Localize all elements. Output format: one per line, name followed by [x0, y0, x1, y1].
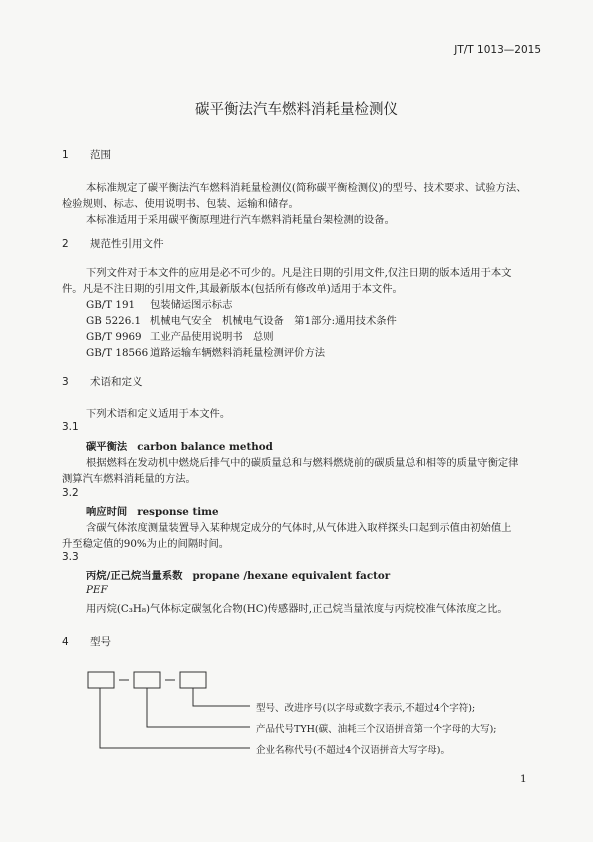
- term-abbreviation: PEF: [86, 584, 108, 596]
- definition-line: 根据燃料在发动机中燃烧后排气中的碳质量总和与燃料燃烧前的碳质量总和相等的质量守衡定律: [86, 457, 519, 469]
- term-zh: 丙烷/正己烷当量系数: [86, 570, 183, 582]
- section-number: 3: [62, 376, 69, 388]
- section-title: 型号: [90, 636, 111, 648]
- code-box-product: [134, 672, 160, 688]
- section-title: 术语和定义: [90, 376, 143, 388]
- leader-line: [100, 688, 250, 748]
- leader-line: [193, 688, 250, 706]
- reference-title: 包装储运图示标志: [150, 299, 233, 311]
- diagram-label: 企业名称代号(不超过4个汉语拼音大写字母)。: [256, 745, 450, 756]
- definition-line: 含碳气体浓度测量装置导入某种规定成分的气体时,从气体进入取样探头口起到示值由初始值上: [86, 522, 512, 534]
- term-en: response time: [137, 506, 219, 518]
- page-number: 1: [520, 773, 527, 785]
- diagram-label: 型号、改进序号(以字母或数字表示,不超过4个字符);: [256, 703, 476, 714]
- reference-code: GB/T 9969: [86, 331, 142, 343]
- reference-title: 道路运输车辆燃料消耗量检测评价方法: [150, 347, 326, 359]
- code-box-enterprise: [88, 672, 114, 688]
- definition-line: 用丙烷(C₃H₈)气体标定碳氢化合物(HC)传感器时,正己烷当量浓度与丙烷校准气体浓度之比。: [86, 603, 508, 615]
- code-box-revision: [180, 672, 206, 688]
- reference-title: 机械电气安全 机械电气设备 第1部分:通用技术条件: [150, 315, 397, 327]
- reference-title: 工业产品使用说明书 总则: [150, 331, 274, 343]
- section-number: 4: [62, 636, 69, 648]
- section-number: 1: [62, 149, 69, 161]
- term-en: propane /hexane equivalent factor: [192, 570, 391, 582]
- term-zh: 响应时间: [86, 506, 128, 518]
- term-en: carbon balance method: [137, 441, 273, 453]
- term-zh: 碳平衡法: [86, 441, 128, 453]
- clause-number: 3.3: [62, 551, 79, 563]
- section-title: 范围: [90, 149, 111, 161]
- diagram-label: 产品代号TYH(碳、油耗三个汉语拼音第一个字母的大写);: [256, 724, 497, 735]
- standard-number: JT/T 1013—2015: [454, 44, 541, 56]
- clause-number: 3.2: [62, 487, 79, 499]
- paragraph-line: 下列文件对于本文件的应用是必不可少的。凡是注日期的引用文件,仅注日期的版本适用于本文: [86, 267, 512, 279]
- paragraph-line: 下列术语和定义适用于本文件。: [86, 408, 231, 420]
- definition-line: 升至稳定值的90%为止的间隔时间。: [62, 538, 230, 550]
- section-number: 2: [62, 238, 69, 250]
- paragraph-line: 本标准适用于采用碳平衡原理进行汽车燃料消耗量台架检测的设备。: [86, 214, 395, 226]
- document-title: 碳平衡法汽车燃料消耗量检测仪: [195, 102, 398, 118]
- section-title: 规范性引用文件: [90, 238, 164, 250]
- reference-code: GB/T 191: [86, 299, 136, 311]
- reference-code: GB 5226.1: [86, 315, 142, 327]
- paragraph-line: 检验规则、标志、使用说明书、包装、运输和储存。: [62, 198, 299, 210]
- paragraph-line: 件。凡是不注日期的引用文件,其最新版本(包括所有修改单)适用于本文件。: [62, 283, 403, 295]
- clause-number: 3.1: [62, 421, 79, 433]
- definition-line: 测算汽车燃料消耗量的方法。: [62, 473, 196, 485]
- paragraph-line: 本标准规定了碳平衡法汽车燃料消耗量检测仪(简称碳平衡检测仪)的型号、技术要求、试验方法、: [86, 182, 527, 194]
- leader-line: [147, 688, 250, 727]
- reference-code: GB/T 18566: [86, 347, 149, 359]
